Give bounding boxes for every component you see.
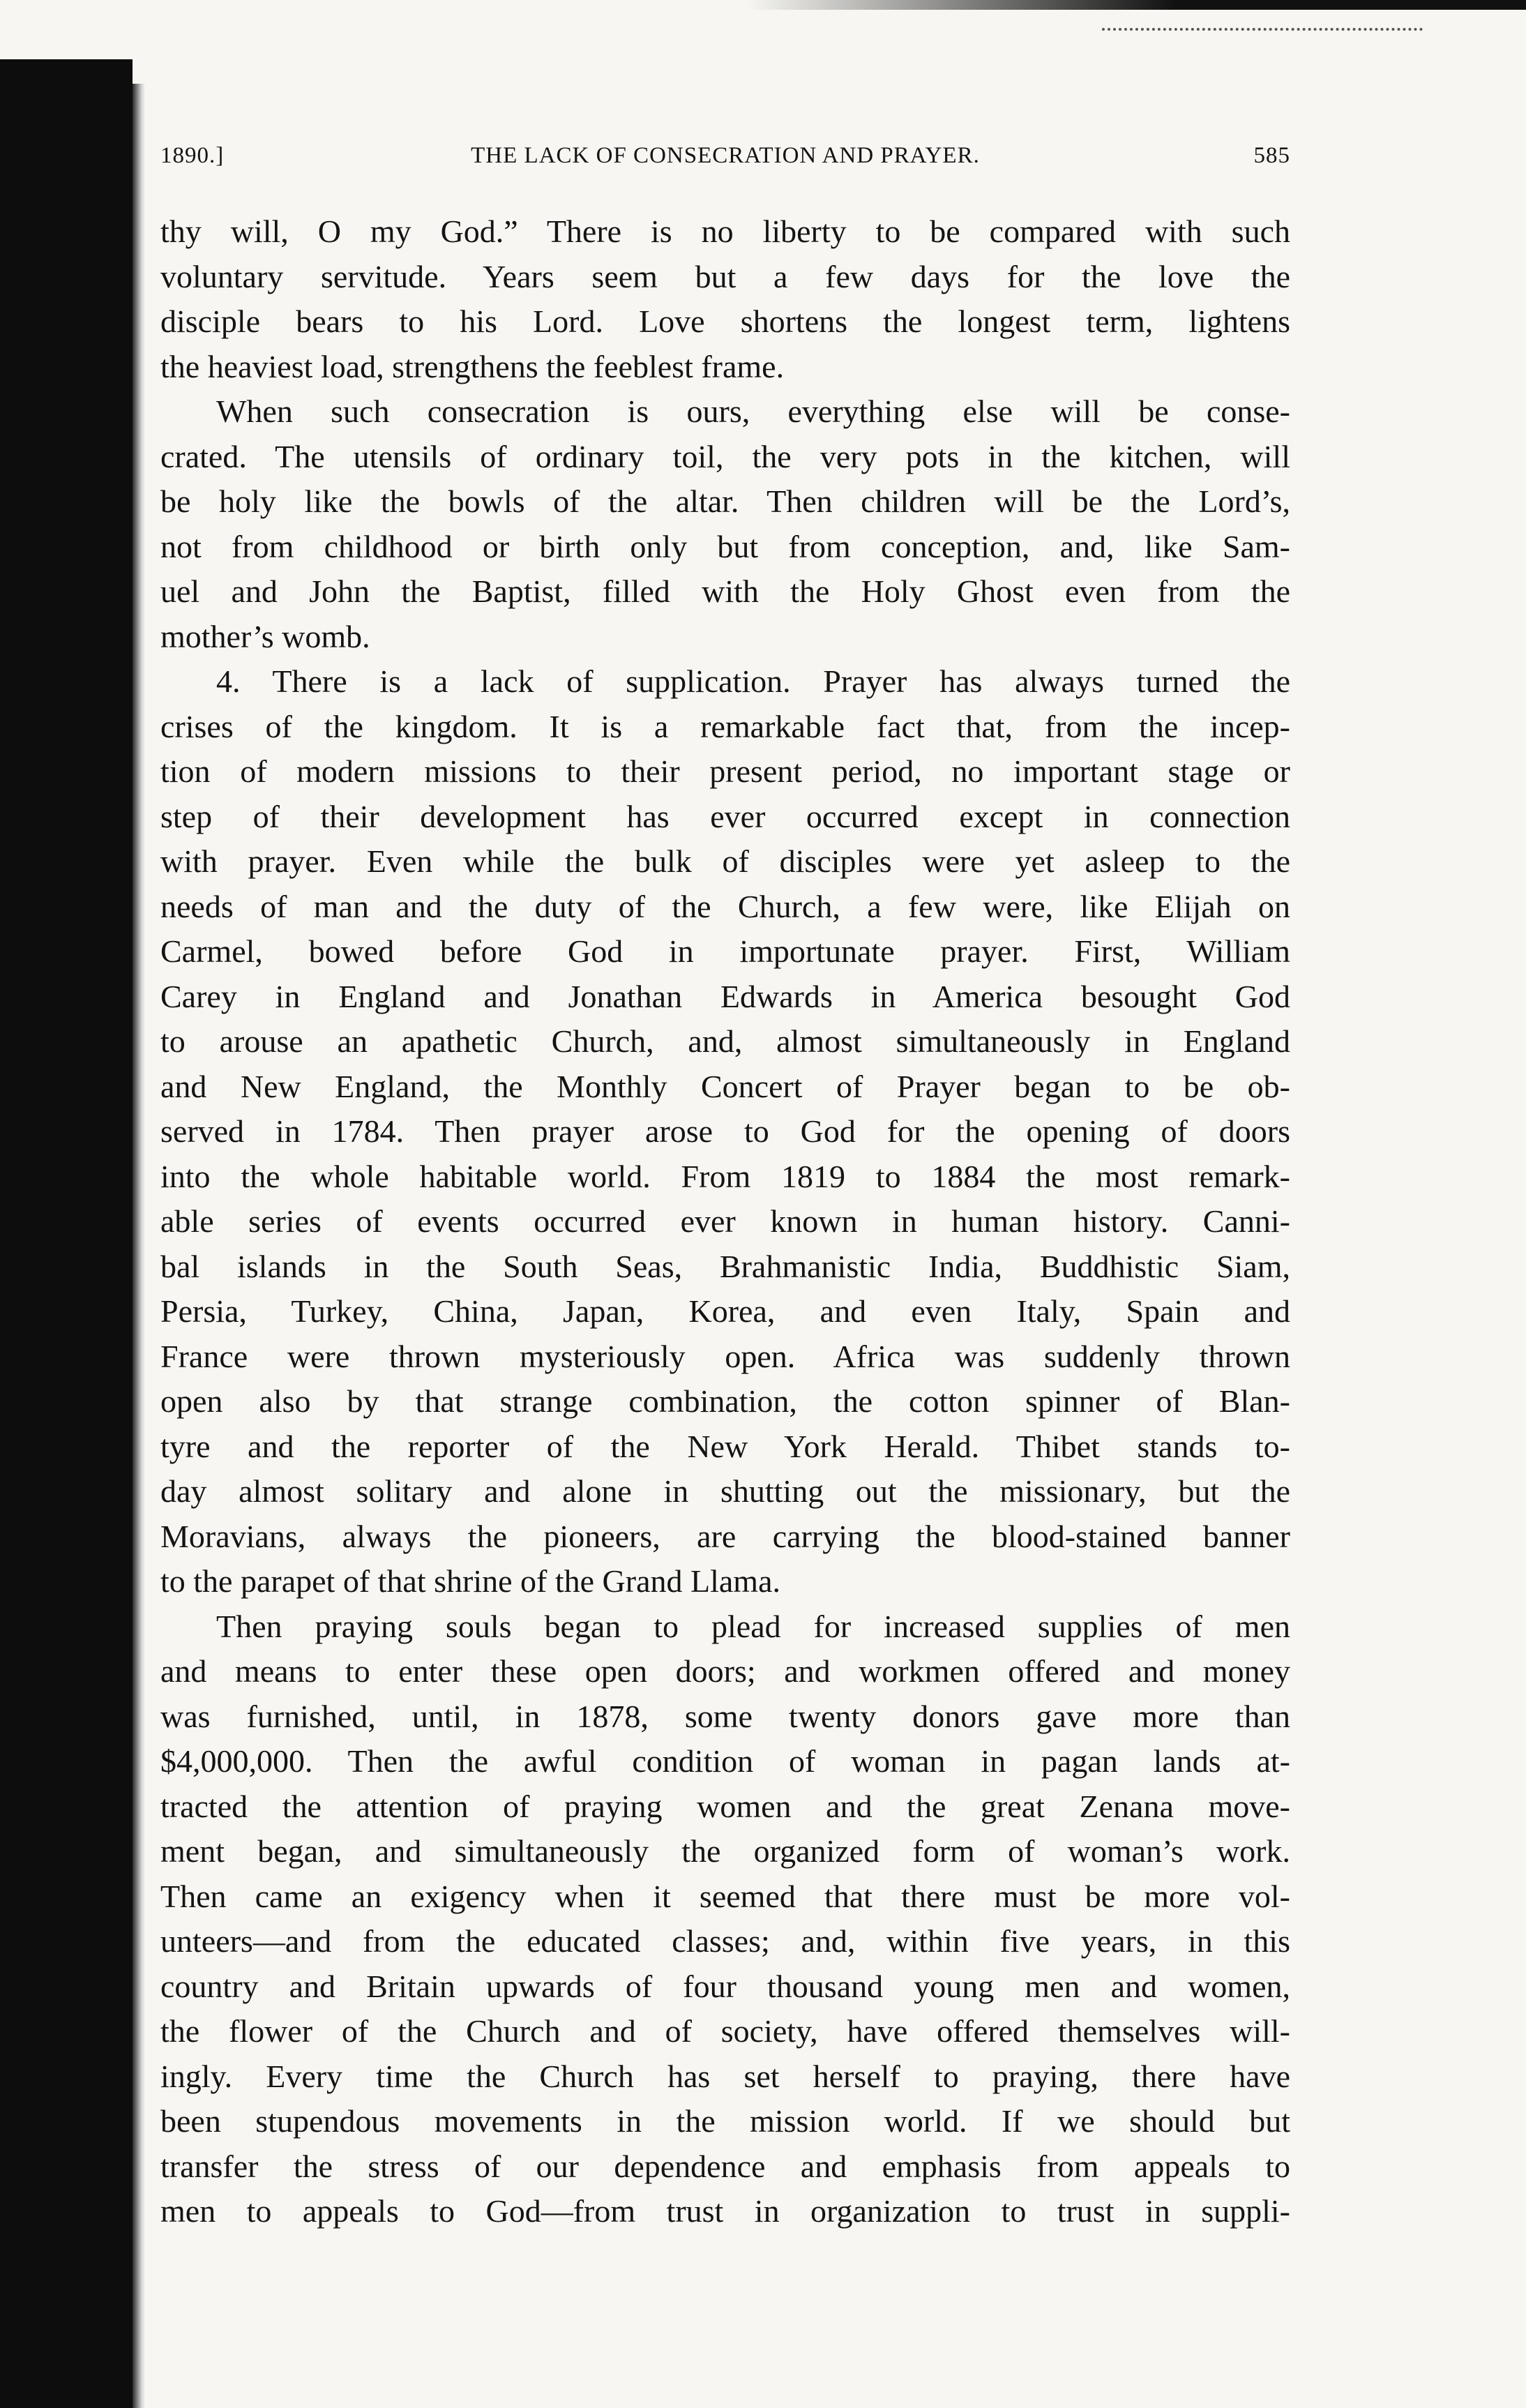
text-line: mother’s womb.: [160, 618, 370, 654]
text-line: into the whole habitable world. From 1819 to 1884 the most remark-: [160, 1158, 1290, 1194]
text-line: tyre and the reporter of the New York Herald. Thibet stands to-: [160, 1428, 1290, 1464]
text-line: disciple bears to his Lord. Love shortens the longest term, lightens: [160, 303, 1290, 339]
text-line: ment began, and simultaneously the organized form of woman’s work.: [160, 1833, 1290, 1869]
text-line: be holy like the bowls of the altar. Then children will be the Lord’s,: [160, 483, 1290, 519]
text-line: with prayer. Even while the bulk of disciples were yet asleep to the: [160, 843, 1290, 879]
scan-top-edge: [746, 0, 1526, 10]
scan-top-specks: [1102, 28, 1423, 38]
text-line: Carey in England and Jonathan Edwards in America besought God: [160, 978, 1290, 1014]
text-line: Persia, Turkey, China, Japan, Korea, and even Italy, Spain and: [160, 1293, 1290, 1329]
text-line: able series of events occurred ever known in human history. Canni-: [160, 1203, 1290, 1239]
text-line: unteers—and from the educated classes; and, within five years, in this: [160, 1923, 1290, 1959]
text-line: Then came an exigency when it seemed that there must be more vol-: [160, 1878, 1290, 1914]
text-line: and New England, the Monthly Concert of Prayer began to be ob-: [160, 1068, 1290, 1104]
text-line: tracted the attention of praying women and the great Zenana move-: [160, 1788, 1290, 1824]
text-line: crises of the kingdom. It is a remarkable fact that, from the incep-: [160, 708, 1290, 744]
text-line: bal islands in the South Seas, Brahmanistic India, Buddhistic Siam,: [160, 1248, 1290, 1284]
text-line: thy will, O my God.” There is no liberty to be compared with such: [160, 213, 1290, 249]
text-line: men to appeals to God—from trust in organization to trust in suppli-: [160, 2193, 1290, 2229]
text-line: was furnished, until, in 1878, some twenty donors gave more than: [160, 1698, 1290, 1734]
text-line: crated. The utensils of ordinary toil, the very pots in the kitchen, will: [160, 438, 1290, 474]
text-line: Moravians, always the pioneers, are carrying the blood-stained banner: [160, 1518, 1290, 1554]
text-line: served in 1784. Then prayer arose to God for the opening of doors: [160, 1113, 1290, 1149]
text-line: day almost solitary and alone in shutting out the missionary, but the: [160, 1473, 1290, 1509]
header-title: THE LACK OF CONSECRATION AND PRAYER.: [471, 143, 980, 168]
page-number: 585: [1253, 143, 1290, 168]
running-header: [160, 143, 1290, 185]
text-line: 4. There is a lack of supplication. Prayer has always turned the: [216, 663, 1290, 699]
header-year: 1890.]: [160, 143, 225, 168]
text-line: When such consecration is ours, everything else will be conse-: [216, 393, 1290, 429]
text-line: country and Britain upwards of four thousand young men and women,: [160, 1968, 1290, 2004]
text-line: Then praying souls began to plead for increased supplies of men: [216, 1608, 1290, 1644]
scan-binding-gradient: [133, 84, 145, 2408]
text-line: to arouse an apathetic Church, and, almost simultaneously in England: [160, 1023, 1290, 1059]
text-line: the heaviest load, strengthens the feeblest frame.: [160, 348, 785, 384]
text-line: uel and John the Baptist, filled with the Holy Ghost even from the: [160, 573, 1290, 609]
text-line: step of their development has ever occurred except in connection: [160, 798, 1290, 834]
text-line: and means to enter these open doors; and workmen offered and money: [160, 1653, 1290, 1689]
scan-binding-shadow: [0, 59, 133, 2408]
text-line: tion of modern missions to their present period, no important stage or: [160, 753, 1290, 789]
text-line: $4,000,000. Then the awful condition of woman in pagan lands at-: [160, 1743, 1290, 1779]
text-line: to the parapet of that shrine of the Grand Llama.: [160, 1563, 781, 1599]
text-line: open also by that strange combination, the cotton spinner of Blan-: [160, 1383, 1290, 1419]
text-line: ingly. Every time the Church has set herself to praying, there have: [160, 2058, 1290, 2094]
text-line: Carmel, bowed before God in importunate prayer. First, William: [160, 933, 1290, 969]
text-line: transfer the stress of our dependence and emphasis from appeals to: [160, 2148, 1290, 2184]
text-line: voluntary servitude. Years seem but a few days for the love the: [160, 258, 1290, 294]
text-line: needs of man and the duty of the Church, a few were, like Elijah on: [160, 888, 1290, 924]
text-line: France were thrown mysteriously open. Africa was suddenly thrown: [160, 1338, 1290, 1374]
text-line: not from childhood or birth only but from conception, and, like Sam-: [160, 528, 1290, 564]
text-line: been stupendous movements in the mission world. If we should but: [160, 2103, 1290, 2139]
body-text: [160, 209, 1290, 2234]
text-line: the flower of the Church and of society, have offered themselves will-: [160, 2013, 1290, 2049]
